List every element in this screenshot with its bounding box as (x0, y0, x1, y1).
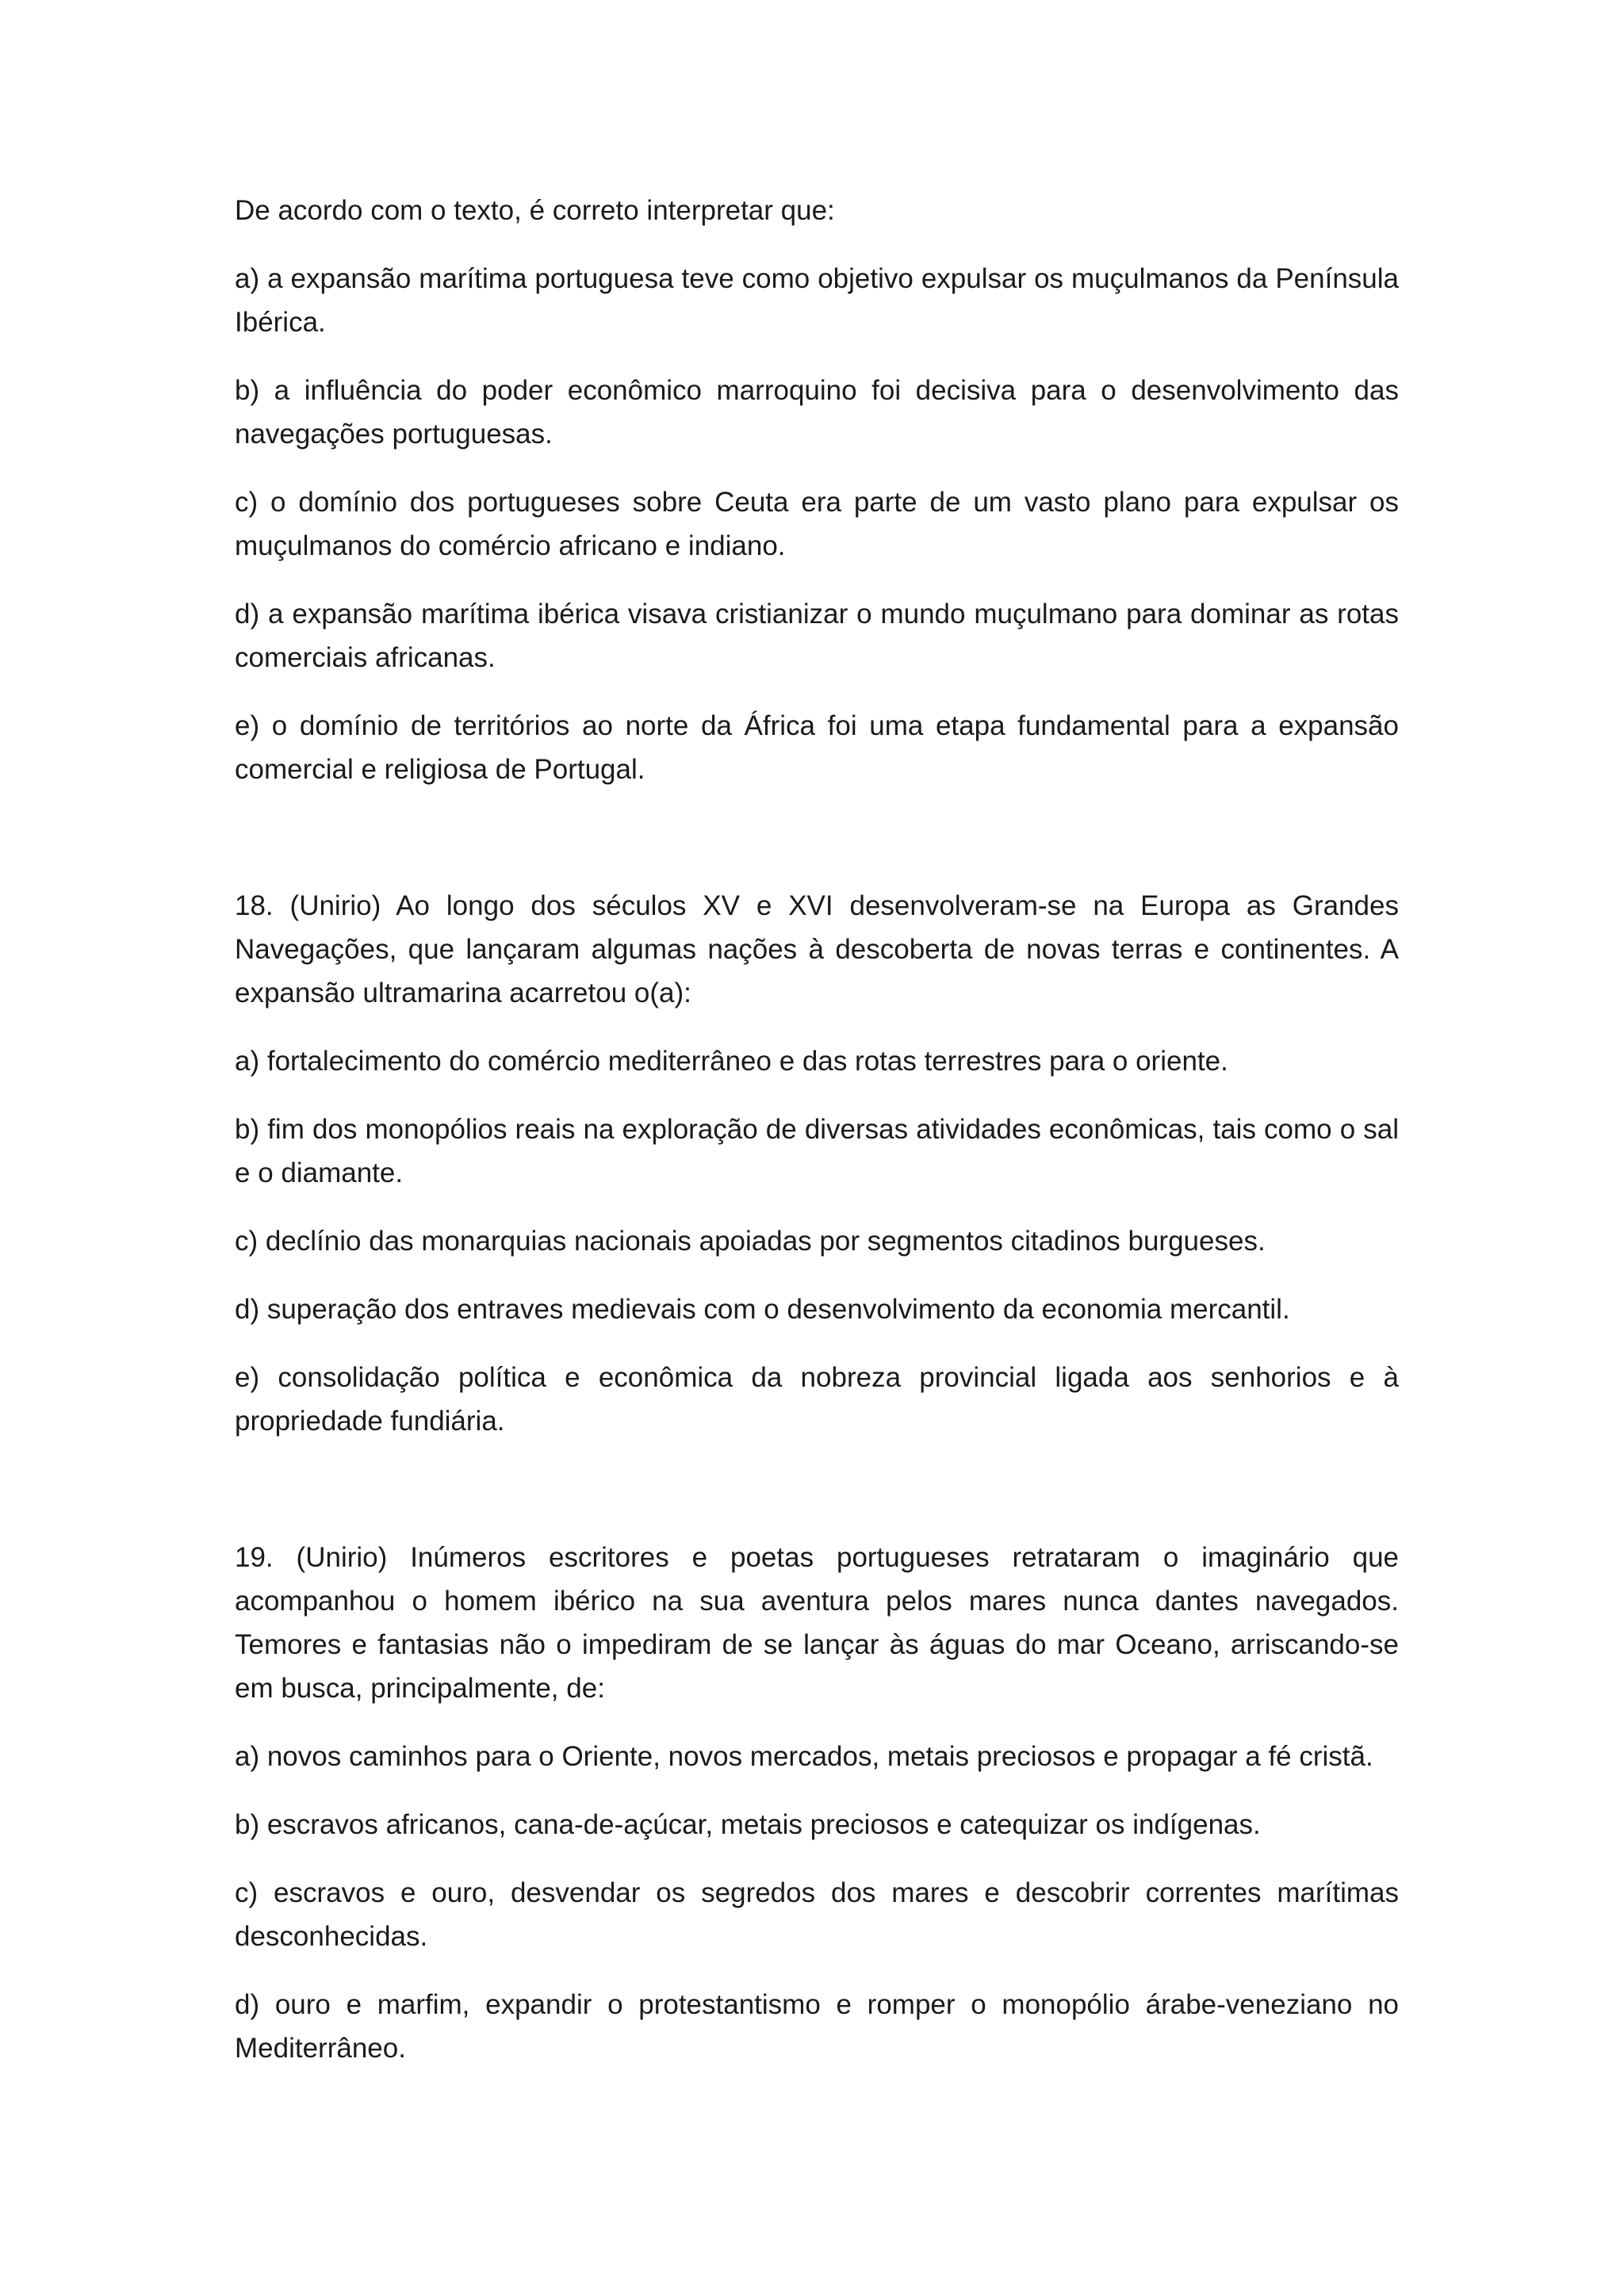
answer-option-c: c) declínio das monarquias nacionais apoiadas por segmentos citadinos burgueses. (235, 1226, 1266, 1257)
answer-option-e: e) consolidação política e econômica da nobreza provincial ligada aos senhorios e à propriedade fundiária. (235, 1362, 1399, 1437)
section-spacer (235, 816, 1399, 884)
answer-option-d: d) ouro e marfim, expandir o protestantismo e romper o monopólio árabe-veneziano no Mediterrâneo. (235, 1989, 1399, 2064)
question-prompt: 18. (Unirio) Ao longo dos séculos XV e XVI desenvolveram-se na Europa as Grandes Navegações, que lançaram algumas nações à descoberta de novas terras e continentes. A expansão ultramarina acarretou o(a): (235, 890, 1399, 1008)
answer-option-e: e) o domínio de territórios ao norte da África foi uma etapa fundamental para a expansão comercial e religiosa de Portugal. (235, 710, 1399, 785)
answer-option-a: a) fortalecimento do comércio mediterrâneo e das rotas terrestres para o oriente. (235, 1046, 1228, 1077)
answer-option-a: a) a expansão marítima portuguesa teve como objetivo expulsar os muçulmanos da Península Ibérica. (235, 263, 1399, 338)
question-17 (235, 189, 1399, 791)
question-19 (235, 1536, 1399, 2070)
question-18 (235, 884, 1399, 1443)
answer-option-a: a) novos caminhos para o Oriente, novos mercados, metais preciosos e propagar a fé cristã. (235, 1741, 1373, 1772)
answer-option-d: d) superação dos entraves medievais com o desenvolvimento da economia mercantil. (235, 1294, 1290, 1325)
question-prompt: De acordo com o texto, é correto interpretar que: (235, 195, 835, 226)
answer-option-b: b) escravos africanos, cana-de-açúcar, metais preciosos e catequizar os indígenas. (235, 1809, 1261, 1840)
question-prompt: 19. (Unirio) Inúmeros escritores e poetas portugueses retrataram o imaginário que acompanhou o homem ibérico na sua aventura pelos mares nunca dantes navegados. Temores e fantasias não o impediram de se lançar às águas do mar Oceano, arriscando-se em busca, principalmente, de: (235, 1542, 1399, 1704)
section-spacer (235, 1468, 1399, 1536)
answer-option-c: c) escravos e ouro, desvendar os segredos dos mares e descobrir correntes marítimas desconhecidas. (235, 1877, 1399, 1952)
document-body (235, 189, 1399, 2095)
answer-option-d: d) a expansão marítima ibérica visava cristianizar o mundo muçulmano para dominar as rotas comerciais africanas. (235, 599, 1399, 673)
answer-option-b: b) fim dos monopólios reais na exploração de diversas atividades econômicas, tais como o sal e o diamante. (235, 1114, 1399, 1188)
answer-option-c: c) o domínio dos portugueses sobre Ceuta era parte de um vasto plano para expulsar os muçulmanos do comércio africano e indiano. (235, 487, 1399, 561)
answer-option-b: b) a influência do poder econômico marroquino foi decisiva para o desenvolvimento das navegações portuguesas. (235, 375, 1399, 450)
